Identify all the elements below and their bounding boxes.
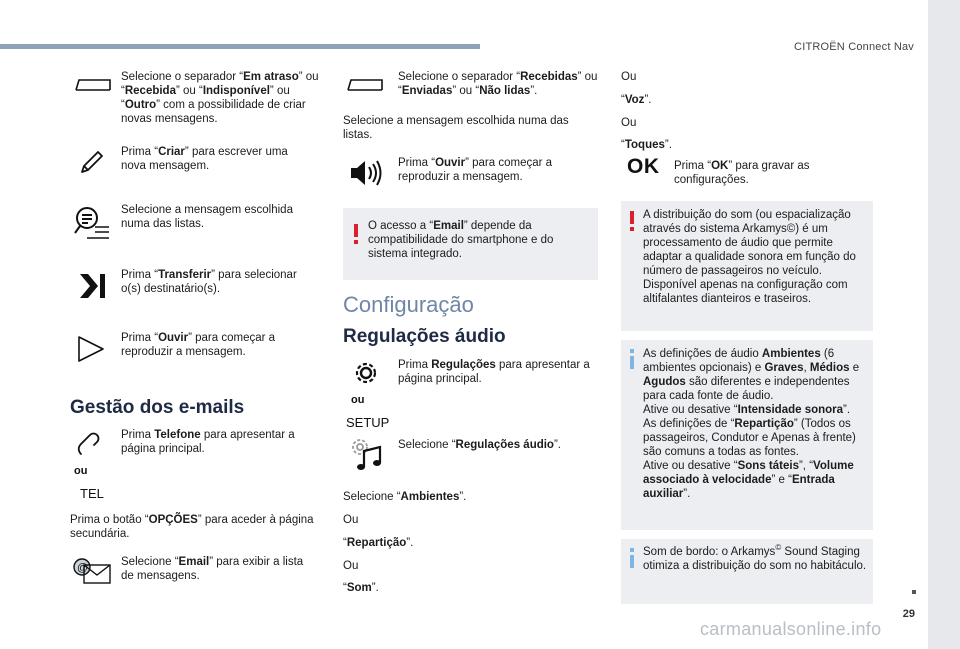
brand-name: CITROËN Connect Nav — [794, 41, 914, 53]
voz: “Voz”. — [621, 94, 652, 106]
note-arkamys-text: A distribuição do som (ou espacialização através do sistema Arkamys©) é um processamento de áudio que permite adaptar a qualidade sonora em função do número de passageiros no veículo. Disponível apenas na configuração com altifalantes dianteiros e traseiros. — [643, 209, 856, 305]
speaker-icon — [349, 158, 383, 188]
warning-icon — [354, 224, 358, 244]
p-ok: Prima “OK” para gravar as configurações. — [674, 160, 810, 186]
p-ouvir: Prima “Ouvir” para começar a reproduzir a mensagem. — [121, 332, 276, 358]
arkamys-note — [621, 201, 873, 331]
p-separador: Selecione o separador “Em atraso” ou “Recebida” ou “Indisponível” ou “Outro” com a possibilidade de criar novas mensagens. — [121, 71, 319, 125]
email-icon — [72, 557, 112, 585]
page-number: 29 — [902, 608, 915, 620]
forward-icon — [76, 272, 108, 300]
tab-separator-icon — [74, 74, 114, 94]
p-reg-audio: Selecione “Regulações áudio”. — [398, 439, 561, 451]
p-ambientes: Selecione “Ambientes”. — [343, 491, 467, 503]
audio-settings-icon — [350, 437, 384, 473]
ou-d: Ou — [621, 117, 637, 129]
p-ouvir2: Prima “Ouvir” para começar a reproduzir a mensagem. — [398, 157, 553, 183]
p-email: Selecione “Email” para exibir a lista de mensagens. — [121, 556, 304, 582]
p-regulacoes: Prima Regulações para apresentar a página principal. — [398, 359, 590, 385]
or-label: ou — [351, 394, 365, 406]
play-icon — [77, 335, 105, 363]
site-watermark: carmanualsonline.info — [700, 619, 882, 639]
header-rule — [0, 44, 480, 49]
ou-c: Ou — [621, 71, 637, 83]
ok-button-label: OK — [627, 155, 660, 178]
sound-staging-note — [621, 539, 873, 604]
note-ambientes-text: As definições de áudio Ambientes (6 ambientes opcionais) e Graves, Médios e Agudos são diferentes e independentes para cada fonte de áudio. Ative ou desative “Intensidade sonora”. As definições de “Repartição” (Todos os passageiros, Condutor e Apenas à frente) são comuns a todas as fontes. Ative ou desative “Sons táteis”, “Volume associado à velocidade” e “Entrada auxiliar”. — [643, 348, 860, 500]
email-access-note — [343, 208, 598, 280]
phone-icon — [76, 432, 102, 458]
p-opcoes: Prima o botão “OPÇÕES” para aceder à página secundária. — [70, 514, 314, 540]
p-telefone: Prima Telefone para apresentar a página principal. — [121, 429, 295, 455]
ou-b: Ou — [343, 560, 359, 572]
p-separador2: Selecione o separador “Recebidas” ou “Enviadas” ou “Não lidas”. — [398, 71, 598, 97]
or-label: ou — [74, 465, 88, 477]
heading-email: Gestão dos e-mails — [70, 397, 245, 418]
info-icon — [630, 548, 634, 568]
gear-icon — [352, 359, 380, 387]
tel-button-label: TEL — [80, 486, 104, 501]
ou-a: Ou — [343, 514, 359, 526]
warning-icon — [630, 211, 634, 231]
p-transferir: Prima “Transferir” para selecionar o(s) destinatário(s). — [121, 269, 297, 295]
p-selecione2: Selecione a mensagem escolhida numa das listas. — [343, 115, 569, 141]
tab-separator-icon — [346, 74, 386, 94]
p-criar: Prima “Criar” para escrever uma nova mensagem. — [121, 146, 288, 172]
heading-audio: Regulações áudio — [343, 326, 506, 347]
page-edge-band — [928, 0, 960, 649]
svg-text:@: @ — [77, 562, 89, 574]
note-email-text: O acesso a “Email” depende da compatibilidade do smartphone e do sistema integrado. — [368, 220, 554, 260]
note-sound-text: Som de bordo: o Arkamys© Sound Staging otimiza a distribuição do som no habitáculo. — [643, 543, 867, 572]
ambientes-note — [621, 340, 873, 530]
p-selecione-lista: Selecione a mensagem escolhida numa das listas. — [121, 204, 293, 230]
pencil-icon — [78, 148, 106, 176]
som: “Som”. — [343, 582, 379, 594]
info-icon — [630, 349, 634, 369]
page-marker — [912, 590, 916, 594]
message-list-icon — [73, 203, 111, 243]
setup-button-label: SETUP — [346, 415, 390, 430]
heading-config: Configuração — [343, 292, 474, 317]
repart: “Repartição”. — [343, 537, 414, 549]
toques: “Toques”. — [621, 139, 672, 151]
